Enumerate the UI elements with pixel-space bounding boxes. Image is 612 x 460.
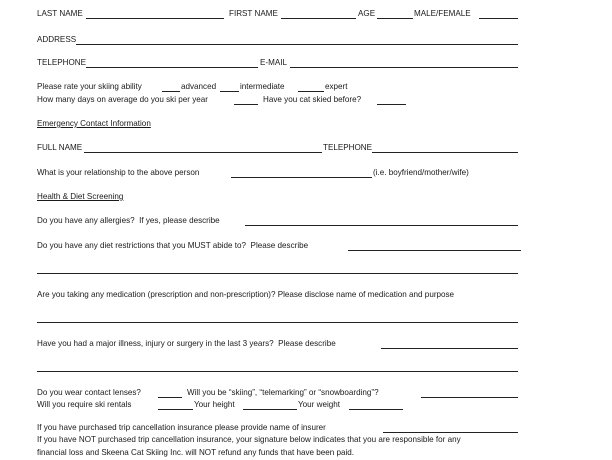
emergency-telephone-field[interactable] <box>372 152 518 153</box>
emergency-name-label: FULL NAME <box>37 143 83 152</box>
email-label: E-MAIL <box>260 58 287 67</box>
relationship-hint: (i.e. boyfriend/mother/wife) <box>373 168 469 177</box>
contacts-question: Do you wear contact lenses? <box>37 388 141 397</box>
first-name-label: FIRST NAME <box>229 9 278 18</box>
diet-field-extra[interactable] <box>37 273 518 274</box>
intermediate-label: intermediate <box>240 82 285 91</box>
height-field[interactable] <box>243 409 297 410</box>
cat-field[interactable] <box>377 104 406 105</box>
telephone-label: TELEPHONE <box>37 58 87 67</box>
rentals-question: Will you require ski rentals <box>37 400 132 409</box>
intermediate-blank[interactable] <box>220 91 239 92</box>
email-field[interactable] <box>290 67 518 68</box>
style-field[interactable] <box>421 397 518 398</box>
expert-label: expert <box>325 82 348 91</box>
age-field[interactable] <box>377 18 413 19</box>
relationship-field[interactable] <box>231 177 372 178</box>
insurer-field[interactable] <box>383 432 518 433</box>
health-heading: Health & Diet Screening <box>37 192 124 201</box>
address-field[interactable] <box>76 44 518 45</box>
last-name-field[interactable] <box>86 18 224 19</box>
style-question: Will you be “skiing”, “telemarking” or “snowboarding”? <box>187 388 379 397</box>
allergies-question: Do you have any allergies? If yes, please describe <box>37 216 220 225</box>
medication-field[interactable] <box>37 322 518 323</box>
days-question: How many days on average do you ski per year <box>37 95 208 104</box>
medication-question: Are you taking any medication (prescription and non-prescription)? Please disclose name of medication and purpose <box>37 290 455 299</box>
first-name-field[interactable] <box>281 18 356 19</box>
diet-question: Do you have any diet restrictions that you MUST abide to? Please describe <box>37 241 309 250</box>
relationship-question: What is your relationship to the above person <box>37 168 200 177</box>
contacts-field[interactable] <box>158 397 182 398</box>
telephone-field[interactable] <box>86 67 258 68</box>
weight-field[interactable] <box>349 409 403 410</box>
illness-field-extra[interactable] <box>37 371 518 372</box>
ability-prompt: Please rate your skiing ability <box>37 82 142 91</box>
age-label: AGE <box>358 9 376 18</box>
insurance-not-purchased-line1: If you have NOT purchased trip cancellation insurance, your signature below indicates that you are responsible for any <box>37 435 461 444</box>
advanced-label: advanced <box>181 82 217 91</box>
insurance-not-purchased-line2: financial loss and Skeena Cat Skiing Inc. will NOT refund any funds that have been paid. <box>37 448 355 457</box>
sex-field[interactable] <box>479 18 518 19</box>
emergency-telephone-label: TELEPHONE <box>323 143 373 152</box>
advanced-blank[interactable] <box>162 91 180 92</box>
rentals-field[interactable] <box>158 409 193 410</box>
allergies-field[interactable] <box>245 225 518 226</box>
illness-question: Have you had a major illness, injury or surgery in the last 3 years? Please describe <box>37 339 336 348</box>
emergency-heading: Emergency Contact Information <box>37 119 151 128</box>
sex-label: MALE/FEMALE <box>414 9 471 18</box>
cat-question: Have you cat skied before? <box>263 95 362 104</box>
expert-blank[interactable] <box>298 91 324 92</box>
days-field[interactable] <box>234 104 258 105</box>
weight-label: Your weight <box>298 400 340 409</box>
address-label: ADDRESS <box>37 35 77 44</box>
diet-field[interactable] <box>348 250 521 251</box>
height-label: Your height <box>194 400 235 409</box>
emergency-name-field[interactable] <box>84 152 322 153</box>
illness-field[interactable] <box>381 348 518 349</box>
last-name-label: LAST NAME <box>37 9 83 18</box>
insurance-purchased-text: If you have purchased trip cancellation insurance please provide name of insurer <box>37 423 326 432</box>
